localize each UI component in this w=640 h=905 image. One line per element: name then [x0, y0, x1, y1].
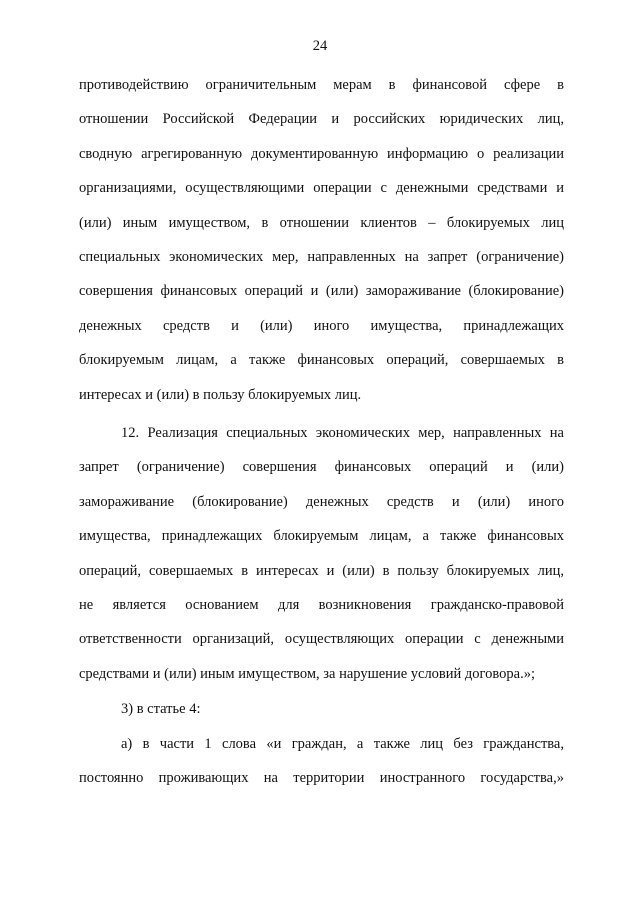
text-line: противодействию ограничительным мерам в финансовой сфере в — [79, 77, 564, 93]
text-line: (или) иным имуществом, в отношении клиентов – блокируемых лиц — [79, 214, 564, 231]
paragraph-item-12 — [79, 416, 564, 691]
text-line: блокируемым лицам, а также финансовых операций, совершаемых в — [79, 352, 564, 369]
text-line: имущества, принадлежащих блокируемым лицам, а также финансовых — [79, 528, 564, 545]
text-line: средствами и (или) иным имуществом, за нарушение условий договора.»; — [79, 665, 535, 682]
text-line: совершения финансовых операций и (или) замораживание (блокирование) — [79, 283, 564, 300]
text-line: отношении Российской Федерации и российских юридических лиц, — [79, 111, 564, 128]
text-line: специальных экономических мер, направленных на запрет (ограничение) — [79, 248, 564, 265]
text-line: ответственности организаций, осуществляющих операции с денежными — [79, 631, 564, 648]
text-line: интересах и (или) в пользу блокируемых лиц. — [79, 386, 362, 403]
text-line: запрет (ограничение) совершения финансовых операций и (или) — [79, 459, 564, 476]
text-line: 12. Реализация специальных экономических мер, направленных на — [121, 425, 564, 441]
text-line: сводную агрегированную документированную информацию о реализации — [79, 145, 564, 162]
text-line: денежных средств и (или) иного имущества, принадлежащих — [79, 317, 564, 334]
text-line: не является основанием для возникновения гражданско-правовой — [79, 596, 564, 613]
paragraph-item-3 — [79, 692, 564, 726]
text-line: организациями, осуществляющими операции с денежными средствами и — [79, 180, 564, 197]
text-line: замораживание (блокирование) денежных средств и (или) иного — [79, 493, 564, 510]
paragraph-continuation — [79, 68, 564, 412]
text-line: постоянно проживающих на территории иностранного государства,» — [79, 770, 564, 787]
text-line: а) в части 1 слова «и граждан, а также лиц без гражданства, — [121, 736, 564, 752]
text-line: операций, совершаемых в интересах и (или) в пользу блокируемых лиц, — [79, 562, 564, 579]
page-number: 24 — [312, 38, 328, 54]
paragraph-subitem-a — [79, 727, 564, 796]
text-line: 3) в статье 4: — [121, 701, 201, 717]
